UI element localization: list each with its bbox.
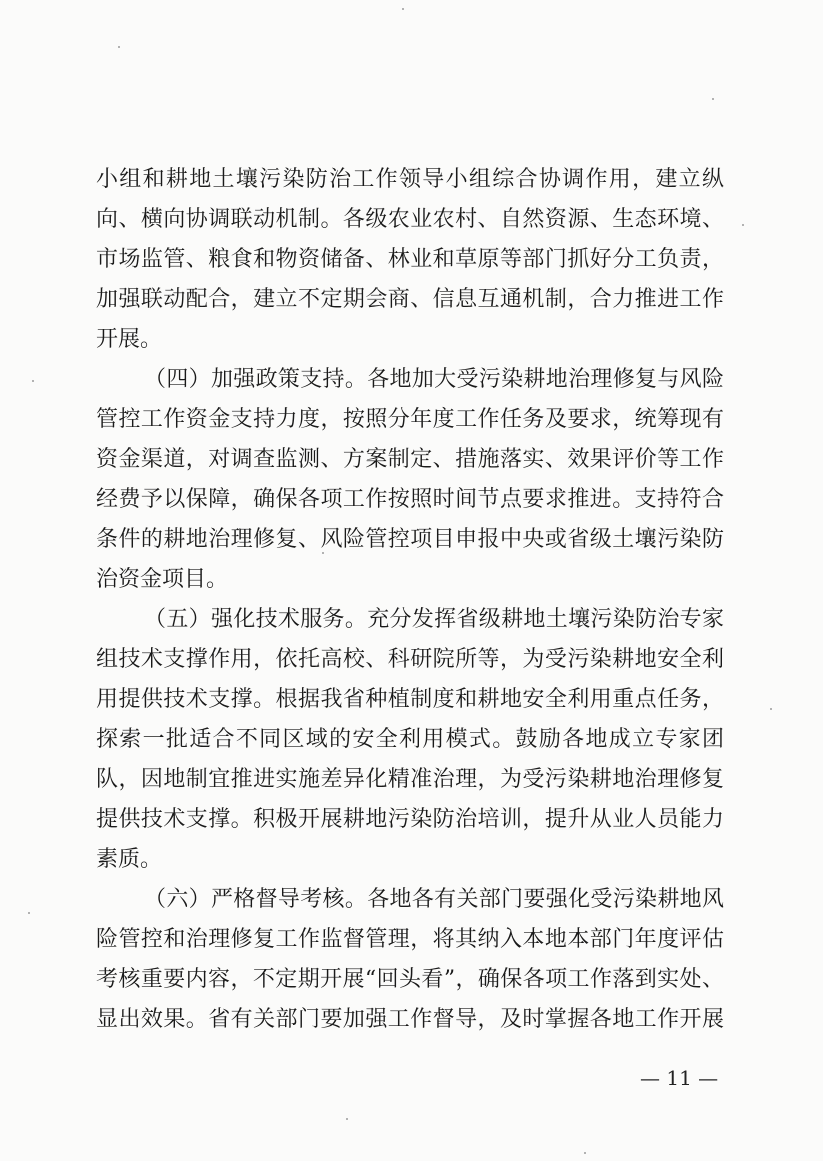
text-line: 队，因地制宜推进实施差异化精准治理，为受污染耕地治理修复	[96, 767, 724, 792]
scan-speck	[346, 1118, 348, 1120]
page-number: — 11 —	[640, 1066, 719, 1090]
text-line: 向、横向协调联动机制。各级农业农村、自然资源、生态环境、	[96, 207, 724, 232]
text-line: 险管控和治理修复工作监督管理，将其纳入本地本部门年度评估	[96, 927, 724, 952]
text-line: 探索一批适合不同区域的安全利用模式。鼓励各地成立专家团	[96, 727, 724, 752]
text-line: 素质。	[96, 847, 163, 872]
text-line: 经费予以保障，确保各项工作按照时间节点要求推进。支持符合	[96, 487, 724, 512]
section-heading-line: （四）加强政策支持。各地加大受污染耕地治理修复与风险	[144, 367, 724, 392]
scan-speck	[28, 912, 30, 914]
text-line: 小组和耕地土壤污染防治工作领导小组综合协调作用，建立纵	[96, 167, 724, 192]
text-line: 市场监管、粮食和物资储备、林业和草原等部门抓好分工负责，	[96, 247, 724, 272]
scan-speck	[584, 1152, 586, 1154]
text-line: 管控工作资金支持力度，按照分年度工作任务及要求，统筹现有	[96, 407, 724, 432]
scan-speck	[742, 224, 744, 226]
text-line: 治资金项目。	[96, 567, 229, 592]
text-line: 组技术支撑作用，依托高校、科研院所等，为受污染耕地安全利	[96, 647, 724, 672]
text-line: 考核重要内容，不定期开展“回头看”，确保各项工作落到实处、	[96, 967, 724, 992]
text-line: 条件的耕地治理修复、风险管控项目申报中央或省级土壤污染防	[96, 527, 724, 552]
text-line: 显出效果。省有关部门要加强工作督导，及时掌握各地工作开展	[96, 1007, 724, 1032]
text-line: 开展。	[96, 327, 163, 352]
scan-speck	[770, 708, 772, 710]
text-line: 加强联动配合，建立不定期会商、信息互通机制，合力推进工作	[96, 287, 724, 312]
text-line: 资金渠道，对调查监测、方案制定、措施落实、效果评价等工作	[96, 447, 724, 472]
scan-speck	[402, 8, 404, 10]
text-line: 提供技术支撑。积极开展耕地污染防治培训，提升从业人员能力	[96, 807, 724, 832]
section-heading-line: （五）强化技术服务。充分发挥省级耕地土壤污染防治专家	[144, 607, 724, 632]
section-heading-line: （六）严格督导考核。各地各有关部门要强化受污染耕地风	[144, 887, 724, 912]
text-line: 用提供技术支撑。根据我省种植制度和耕地安全利用重点任务，	[96, 687, 724, 712]
scan-speck	[712, 98, 714, 100]
scan-speck	[32, 380, 34, 382]
scan-speck	[118, 46, 120, 48]
